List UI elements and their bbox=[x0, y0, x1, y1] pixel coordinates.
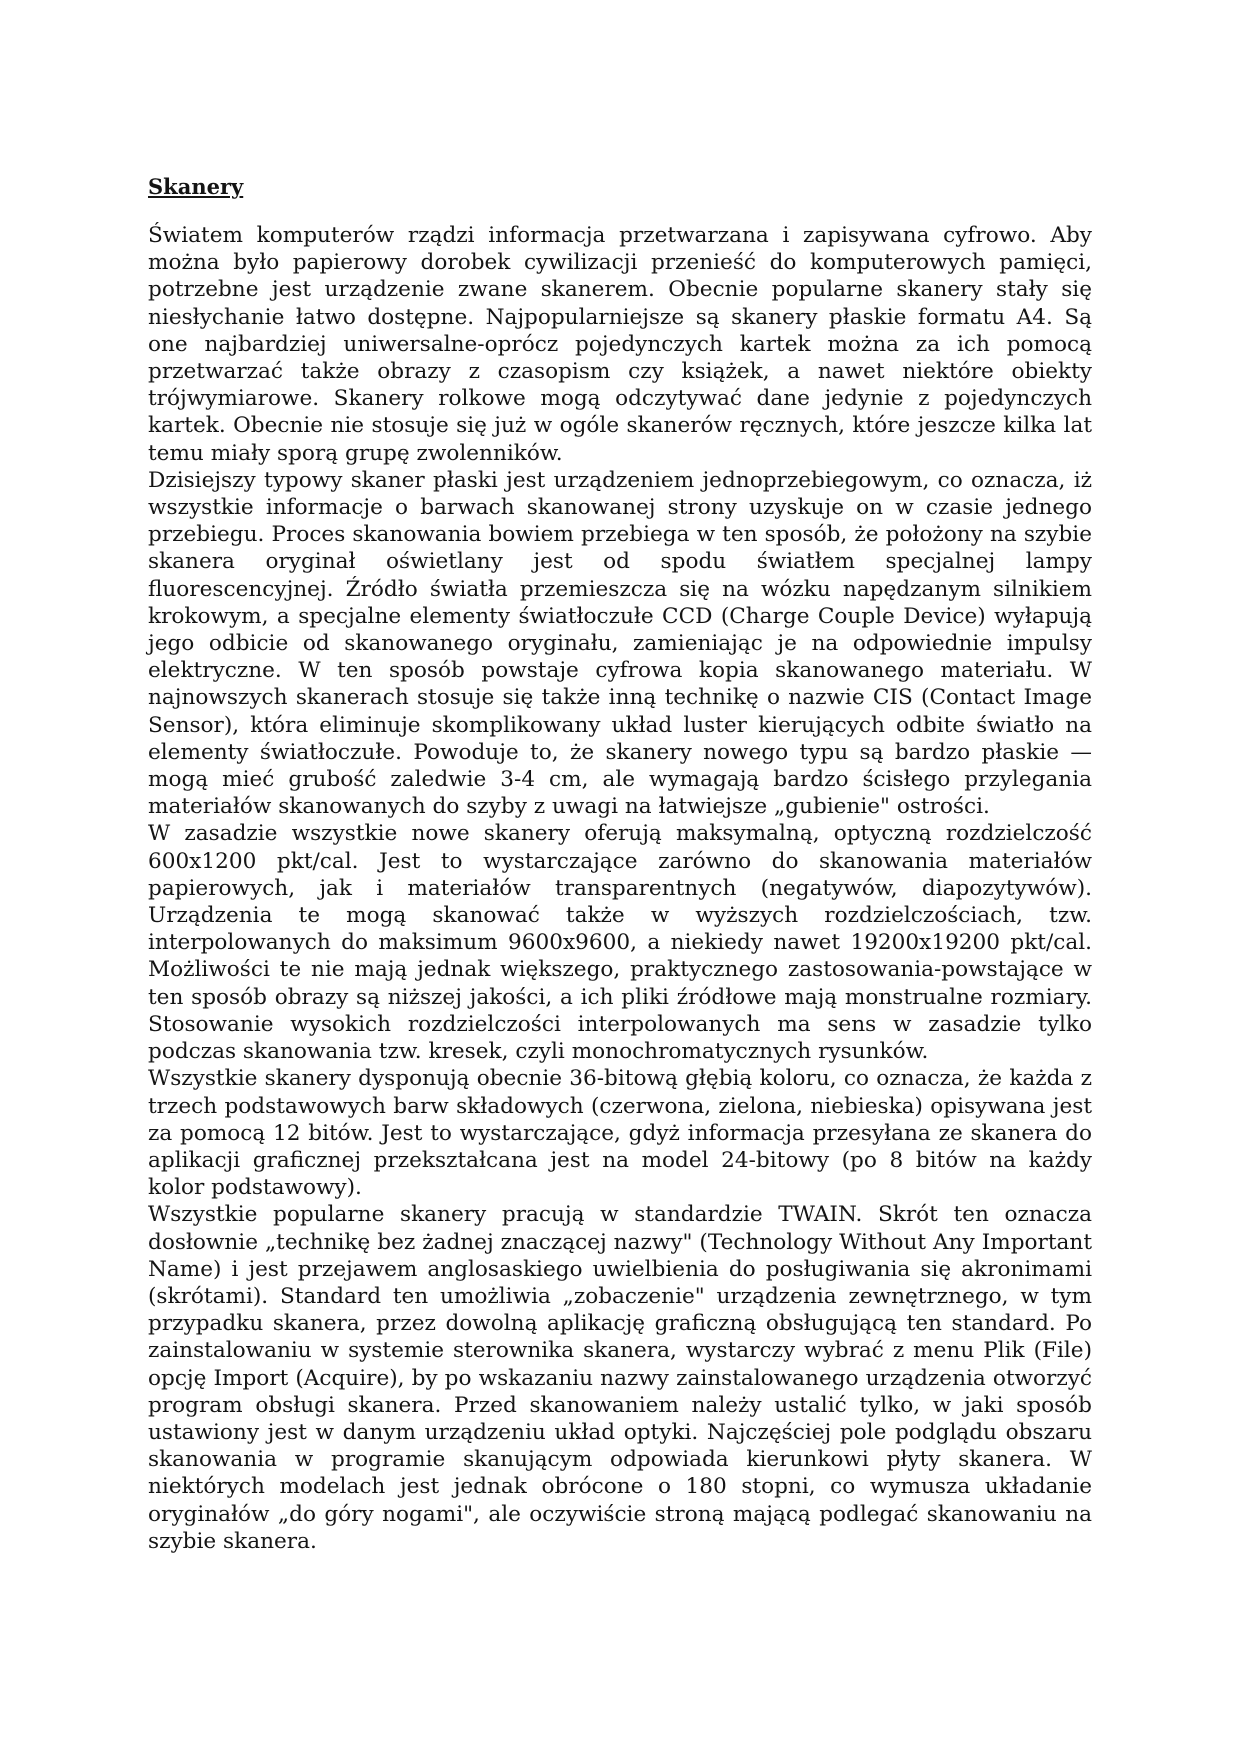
document-title: Skanery bbox=[148, 174, 244, 199]
paragraph-intro: Światem komputerów rządzi informacja przetwarzana i zapisywana cyfrowo. Aby można było papierowy dorobek cywilizacji przenieść do komputerowych pamięci, potrzebne jest urządzenie zwane skanerem. Obecnie popularne skanery stały się niesłychanie łatwo dostępne. Najpopularniejsze są skanery płaskie formatu A4. Są one najbardziej uniwersalne-oprócz pojedynczych kartek można za ich pomocą przetwarzać także obrazy z czasopism czy książek, a nawet niektóre obiekty trójwymiarowe. Skanery rolkowe mogą odczytywać dane jedynie z pojedynczych kartek. Obecnie nie stosuje się już w ogóle skanerów ręcznych, które jeszcze kilka lat temu miały sporą grupę zwolenników. bbox=[148, 223, 1092, 466]
paragraph-twain: Wszystkie popularne skanery pracują w standardzie TWAIN. Skrót ten oznacza dosłownie „technikę bez żadnej znaczącej nazwy" (Technology Without Any Important Name) i jest przejawem anglosaskiego uwielbienia do posługiwania się akronimami (skrótami). Standard ten umożliwia „zobaczenie" urządzenia zewnętrznego, w tym przypadku skanera, przez dowolną aplikację graficzną obsługującą ten standard. Po zainstalowaniu w systemie sterownika skanera, wystarczy wybrać z menu Plik (File) opcję Import (Acquire), by po wskazaniu nazwy zainstalowanego urządzenia otworzyć program obsługi skanera. Przed skanowaniem należy ustalić tylko, w jaki sposób ustawiony jest w danym urządzeniu układ optyki. Najczęściej pole podglądu obszaru skanowania w programie skanującym odpowiada kierunkowi płyty skanera. W niektórych modelach jest jednak obrócone o 180 stopni, co wymusza układanie oryginałów „do góry nogami", ale oczywiście stroną mającą podlegać skanowaniu na szybie skanera. bbox=[148, 1202, 1092, 1554]
paragraph-resolution: W zasadzie wszystkie nowe skanery oferują maksymalną, optyczną rozdzielczość 600x1200 pkt/cal. Jest to wystarczające zarówno do skanowania materiałów papierowych, jak i materiałów transparentnych (negatywów, diapozytywów). Urządzenia te mogą skanować także w wyższych rozdzielczościach, tzw. interpolowanych do maksimum 9600x9600, a niekiedy nawet 19200x19200 pkt/cal. Możliwości te nie mają jednak większego, praktycznego zastosowania-powstające w ten sposób obrazy są niższej jakości, a ich pliki źródłowe mają monstrualne rozmiary. Stosowanie wysokich rozdzielczości interpolowanych ma sens w zasadzie tylko podczas skanowania tzw. kresek, czyli monochromatycznych rysunków. bbox=[148, 821, 1092, 1065]
document-body bbox=[148, 173, 1092, 1555]
paragraph-flatbed-scanner: Dzisiejszy typowy skaner płaski jest urządzeniem jednoprzebiegowym, co oznacza, iż wszystkie informacje o barwach skanowanej strony uzyskuje on w czasie jednego przebiegu. Proces skanowania bowiem przebiega w ten sposób, że położony na szybie skanera oryginał oświetlany jest od spodu światłem specjalnej lampy fluorescencyjnej. Źródło światła przemieszcza się na wózku napędzanym silnikiem krokowym, a specjalne elementy światłoczułe CCD (Charge Couple Device) wyłapują jego odbicie od skanowanego oryginału, zamieniając je na odpowiednie impulsy elektryczne. W ten sposób powstaje cyfrowa kopia skanowanego materiału. W najnowszych skanerach stosuje się także inną technikę o nazwie CIS (Contact Image Sensor), która eliminuje skomplikowany układ luster kierujących odbite światło na elementy światłoczułe. Powoduje to, że skanery nowego typu są bardzo płaskie — mogą mieć grubość zaledwie 3-4 cm, ale wymagają bardzo ścisłego przylegania materiałów skanowanych do szyby z uwagi na łatwiejsze „gubienie" ostrości. bbox=[148, 467, 1092, 820]
paragraph-color-depth: Wszystkie skanery dysponują obecnie 36-bitową głębią koloru, co oznacza, że każda z trzech podstawowych barw składowych (czerwona, zielona, niebieska) opisywana jest za pomocą 12 bitów. Jest to wystarczające, gdyż informacja przesyłana ze skanera do aplikacji graficznej przekształcana jest na model 24-bitowy (po 8 bitów na każdy kolor podstawowy). bbox=[148, 1066, 1092, 1201]
